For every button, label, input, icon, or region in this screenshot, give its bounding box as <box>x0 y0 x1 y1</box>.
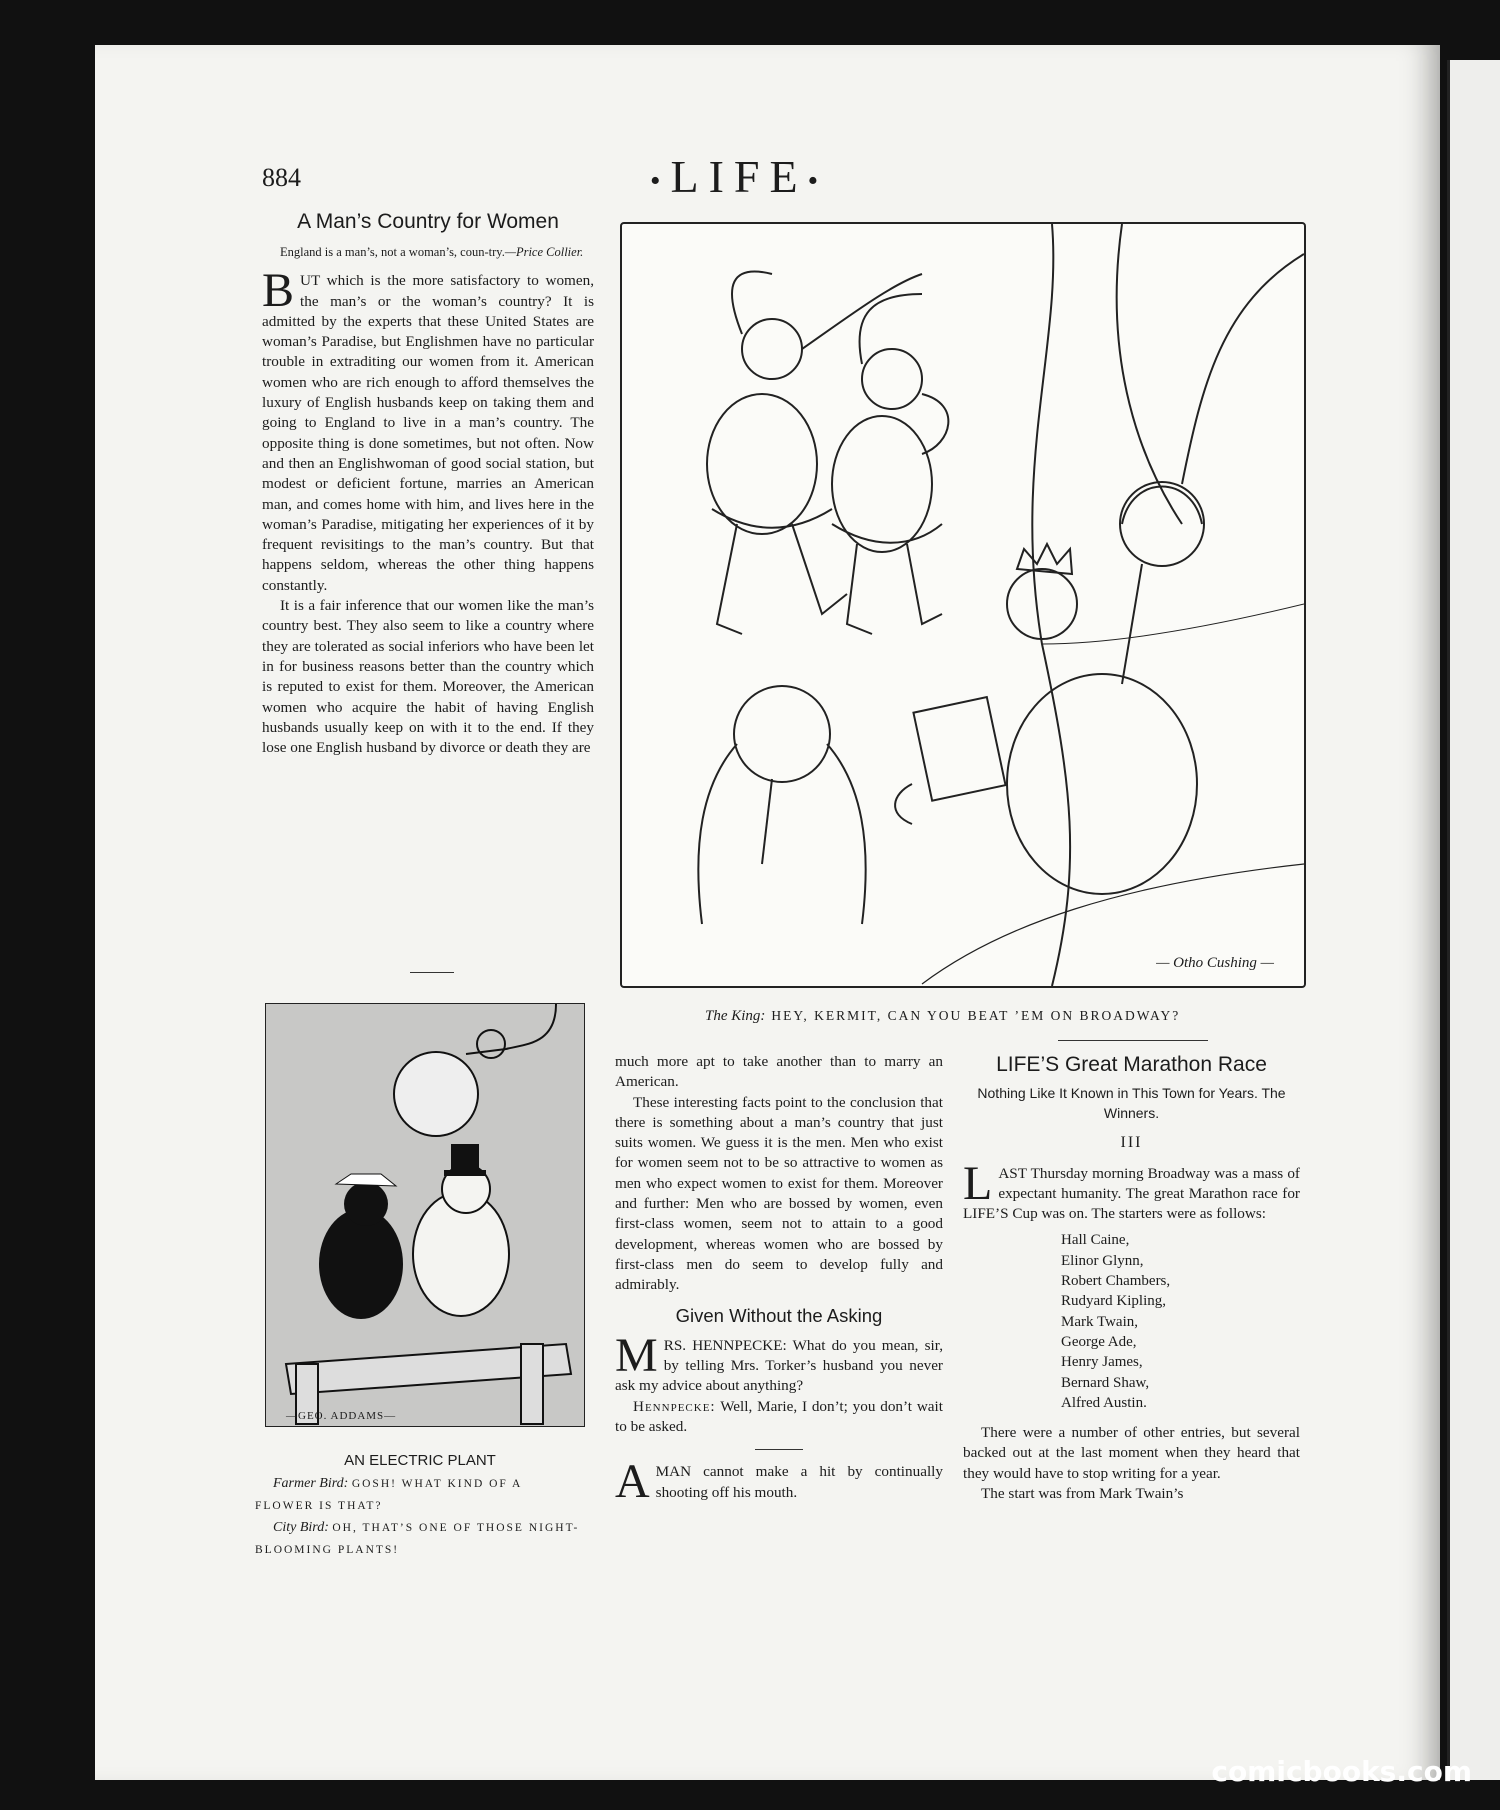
part-number: III <box>1120 1134 1143 1152</box>
cartoon-caption <box>705 1008 1180 1025</box>
list-item: George Ade, <box>1061 1333 1137 1350</box>
artist-signature: — Otho Cushing — <box>1156 955 1274 971</box>
electric-plant-cartoon <box>265 1003 585 1427</box>
caption-title: AN ELECTRIC PLANT <box>344 1452 496 1469</box>
middle-column <box>615 1052 943 1509</box>
paragraph <box>615 1328 943 1397</box>
epigraph <box>280 244 594 261</box>
watermark: comicbooks.com <box>1211 1755 1472 1788</box>
paragraph-text: RS. HENNPECKE: What do you mean, sir, by telling Mrs. Torker’s husband you never ask my advice about anything? <box>615 1336 943 1395</box>
epigraph-text: England is a man’s, not a woman’s, coun-try. <box>280 245 505 260</box>
list-item: Bernard Shaw, <box>1061 1374 1150 1391</box>
article-title: Given Without the Asking <box>675 1304 883 1326</box>
caption-text: OH, THAT’S ONE OF THOSE NIGHT-BLOOMING PLANTS! <box>255 1522 580 1556</box>
caption-speaker: The King: <box>705 1008 766 1024</box>
dropcap: M <box>615 1328 658 1382</box>
bird-cartoon-signature: —GEO. ADDAMS— <box>286 1410 397 1422</box>
paragraph-text: AST Thursday morning Broadway was a mass of expectant humanity. The great Marathon race for LIFE’S Cup was on. The starters were as follows: <box>963 1164 1300 1223</box>
article-subtitle: Nothing Like It Known in This Town for Years. The Winners. <box>977 1085 1286 1122</box>
article-title: LIFE’S Great Marathon Race <box>996 1053 1267 1076</box>
dropcap: L <box>963 1156 993 1210</box>
paragraph: There were a number of other entries, but several backed out at the last moment when they heard that they would have to stop writing for a year. <box>963 1424 1300 1482</box>
divider-rule <box>1058 1040 1208 1041</box>
article-mans-country <box>262 212 594 758</box>
divider-rule <box>755 1449 803 1450</box>
list-item: Henry James, <box>1061 1354 1143 1371</box>
caption-text: HEY, KERMIT, CAN YOU BEAT ’EM ON BROADWAY? <box>771 1008 1181 1023</box>
paragraph: These interesting facts point to the conclusion that there is something about a man’s country that just suits women. We guess it is the men. Men who exist for women seem not to be so attractive to women as men who expect women to exist for them. Moreover and further: Men who are bossed by women, even first-class women, seem not to attain to a good development, whereas women who are bossed by first-class men do seem to develop fully and admirably. <box>615 1093 943 1294</box>
list-item: Robert Chambers, <box>1061 1273 1171 1290</box>
epigraph-source: —Price Collier. <box>504 245 584 260</box>
paragraph <box>615 1397 943 1438</box>
list-item: Hall Caine, <box>1061 1232 1130 1249</box>
bird-cartoon-drawing <box>266 1004 584 1426</box>
dropcap: B <box>262 264 295 318</box>
paragraph <box>262 264 594 596</box>
list-item: Alfred Austin. <box>1061 1394 1147 1411</box>
caption-speaker: City Bird: <box>273 1520 329 1535</box>
facing-page-edge <box>1447 60 1500 1780</box>
paragraph: much more apt to take another than to marry an American. <box>615 1053 943 1091</box>
paragraph <box>963 1156 1300 1225</box>
caption-line <box>255 1473 585 1517</box>
marathon-article <box>963 1055 1300 1504</box>
paragraph-text: MAN cannot make a hit by continually shooting off his mouth. <box>655 1463 943 1501</box>
paragraph <box>615 1455 943 1509</box>
caption-line <box>255 1517 585 1561</box>
paragraph-text: Well, Marie, I don’t; you don’t wait to be asked. <box>615 1397 943 1436</box>
divider-rule <box>410 972 454 973</box>
masthead-title: LIFE <box>670 151 808 202</box>
list-item: Elinor Glynn, <box>1061 1252 1144 1269</box>
article-title: A Man’s Country for Women <box>297 210 559 233</box>
king-cartoon-illustration <box>620 222 1306 988</box>
page-number: 884 <box>262 163 301 192</box>
paragraph: The start was from Mark Twain’s <box>981 1485 1184 1503</box>
dropcap: A <box>615 1455 650 1509</box>
list-item: Rudyard Kipling, <box>1061 1293 1166 1310</box>
list-item: Mark Twain, <box>1061 1313 1138 1330</box>
bird-cartoon-caption <box>255 1450 585 1561</box>
starters-list <box>1061 1230 1300 1413</box>
paragraph: It is a fair inference that our women like the man’s country best. They also seem to like a country where they are tolerated as social inferiors who have been let in for business reasons better than the country which is reputed to exist for them. Moreover, the American women who acquire the habit of having English husbands usually keep on with it to the end. If they lose one English husband by divorce or death they are <box>262 597 594 757</box>
speaker-name: Hennpecke: <box>633 1397 716 1415</box>
cartoon-drawing <box>622 224 1304 986</box>
caption-speaker: Farmer Bird: <box>273 1476 349 1491</box>
masthead: •LIFE• <box>650 151 829 202</box>
caption-text: GOSH! WHAT KIND OF A FLOWER IS THAT? <box>255 1478 522 1512</box>
paragraph-text: UT which is the more satisfactory to women, the man’s or the woman’s country? It is admitted by the experts that these United States are woman’s Paradise, but Englishmen have no particular trouble in extraditing our women from it. American women who are rich enough to afford themselves the luxury of English husbands keep on taking them and going to England to live in a man’s country. The opposite thing is done sometimes, but not often. Now and then an Englishwoman of good social station, but modest or deficient fortune, marries an American man, and comes home with him, and lives here in the woman’s Paradise, mitigating her experiences of it by frequent revisitings to the man’s country. But that happens seldom, whereas the other thing happens constantly. <box>262 272 594 594</box>
